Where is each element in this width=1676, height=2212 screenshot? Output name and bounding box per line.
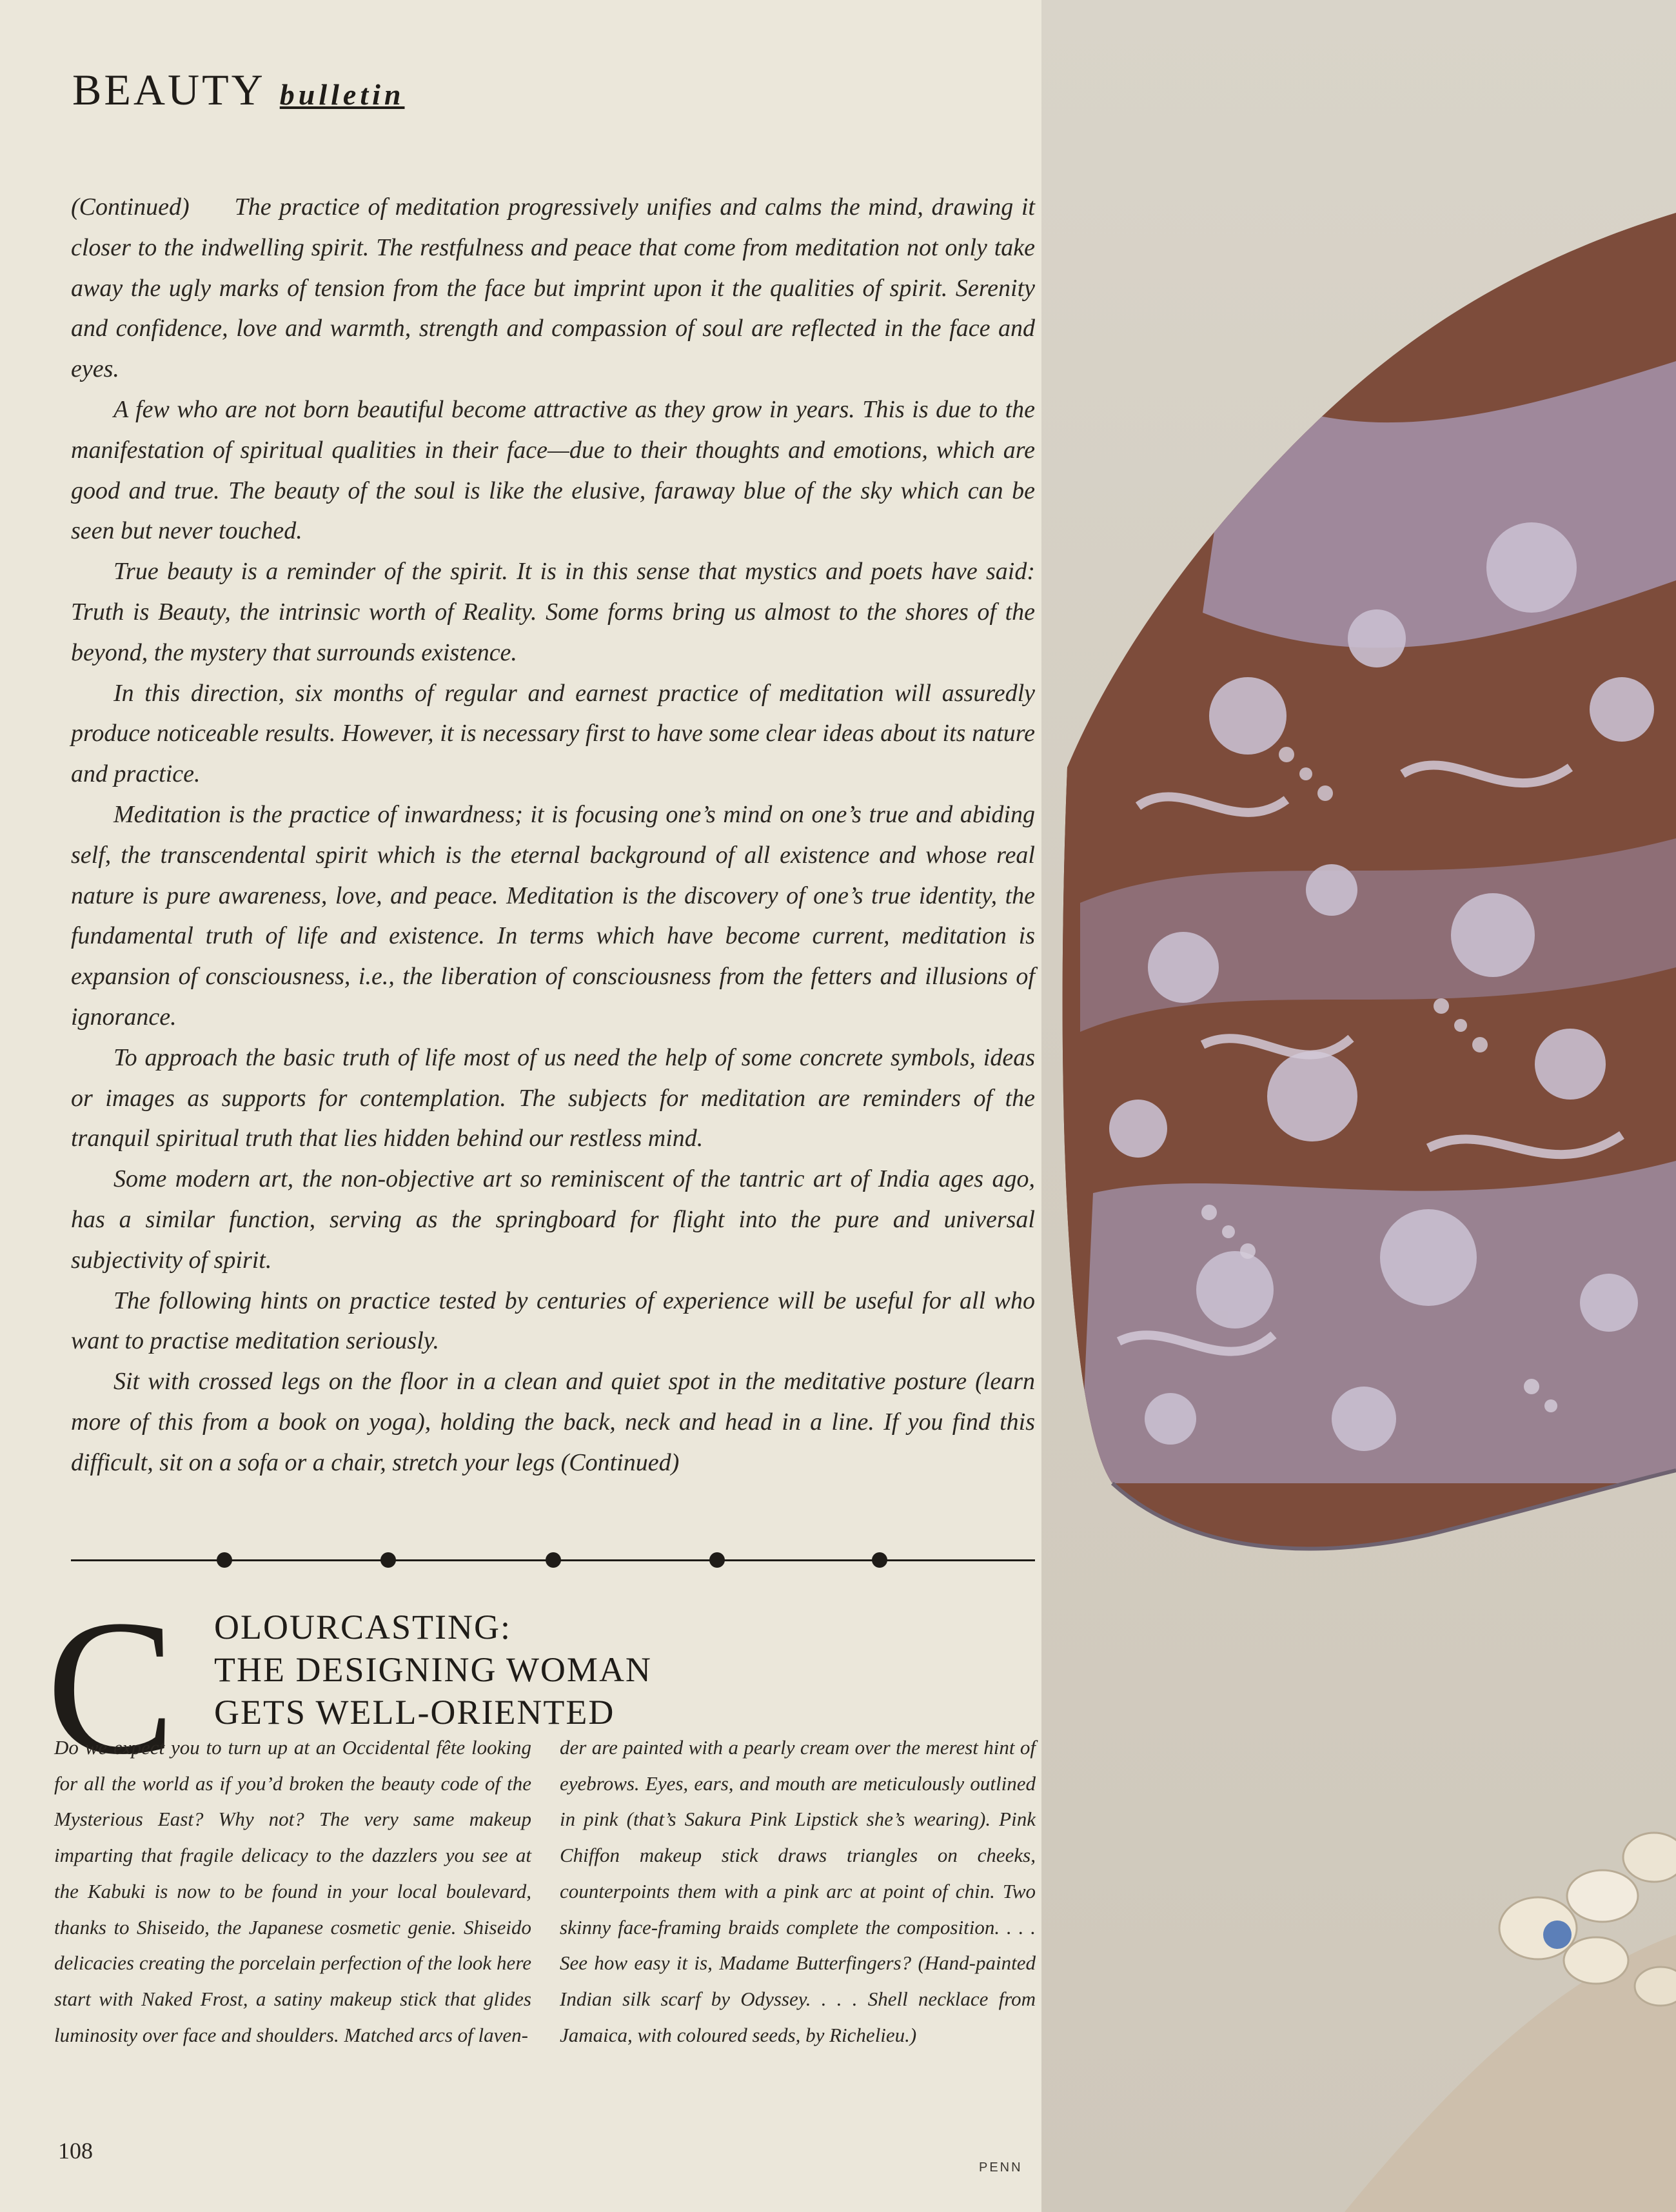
divider-dot — [217, 1552, 232, 1568]
headline-line: THE DESIGNING WOMAN — [214, 1650, 652, 1689]
scarf-photo — [1041, 0, 1676, 2212]
shell-necklace — [1499, 1833, 1676, 2006]
meditation-article — [71, 187, 1035, 1483]
headline-line: GETS WELL-ORIENTED — [214, 1693, 615, 1732]
section-subtitle: bulletin — [279, 78, 405, 111]
article-paragraph: A few who are not born beautiful become attractive as they grow in years. This is due to the manifestation of spiritual qualities in their face—due to their thoughts and emotions, which are good and true. The beauty of the soul is like the elusive, faraway blue of the sky which can be seen but never touched. — [71, 395, 1035, 545]
article-paragraph: Meditation is the practice of inwardness; it is focusing one’s mind on one’s true and abiding self, the transcendental spirit which is the eternal background of all existence and whose real nature is pure awareness, love, and peace. Meditation is the discovery of one’s true identity, the fundamental truth of life and existence. In terms which have become current, meditation is expansion of consciousness, i.e., the liberation of consciousness from the fetters and illusions of ignorance. — [71, 800, 1035, 1031]
feature-column-right — [560, 1730, 1036, 2053]
headline-line: OLOURCASTING: — [214, 1608, 512, 1646]
photo-panel — [1041, 0, 1676, 2212]
feature-column-left — [54, 1730, 531, 2053]
feature-text: Do we expect you to turn up at an Occidental fête looking for all the world as if you’d broken the beauty code of the Mysterious East? Why not? The very same makeup imparting that fragile delicacy to the dazzlers you see at the Kabuki is now to be found in your local boulevard, thanks to Shiseido, the Japanese cosmetic genie. Shiseido delicacies creating the porcelain perfection of the look here start with Naked Frost, a satiny makeup stick that glides luminosity over face and shoulders. Matched arcs of laven- — [54, 1736, 531, 2046]
article-paragraph: Sit with crossed legs on the floor in a clean and quiet spot in the meditative posture (learn more of this from a book on yoga), holding the back, neck and head in a line. If you find this difficult, sit on a sofa or a chair, stretch your legs (Continued) — [71, 1368, 1035, 1476]
article-paragraph: In this direction, six months of regular and earnest practice of meditation will assuredly produce noticeable results. However, it is necessary first to have some clear ideas about its nature and practice. — [71, 679, 1035, 788]
article-paragraph: (Continued) The practice of meditation progressively unifies and calms the mind, drawing it closer to the indwelling spirit. The restfulness and peace that come from meditation not only take away the ugly marks of tension from the face but imprint upon it the qualities of spirit. Serenity and confidence, love and warmth, strength and compassion of soul are reflected in the face and eyes. — [71, 193, 1035, 383]
divider-dot — [380, 1552, 396, 1568]
photo-credit: PENN — [979, 2160, 1023, 2175]
article-paragraph: The following hints on practice tested by centuries of experience will be useful for all who want to practise meditation seriously. — [71, 1287, 1035, 1355]
section-header — [72, 64, 404, 115]
feature-headline — [214, 1606, 652, 1733]
page-number: 108 — [58, 2138, 93, 2164]
article-paragraph: True beauty is a reminder of the spirit. It is in this sense that mystics and poets have said: Truth is Beauty, the intrinsic worth of Reality. Some forms bring us almost to the shores of the beyond, the mystery that surrounds existence. — [71, 558, 1035, 666]
divider-dot — [872, 1552, 887, 1568]
section-title: BEAUTY — [72, 65, 266, 114]
feature-text: der are painted with a pearly cream over the merest hint of eyebrows. Eyes, ears, and mouth are meticulously outlined in pink (that’s Sakura Pink Lipstick she’s wearing). Pink Chiffon makeup stick draws triangles on cheeks, counterpoints them with a pink arc at point of chin. Two skinny face-framing braids complete the composition. . . . See how easy it is, Madame Butterfingers? (Hand-painted Indian silk scarf by Odyssey. . . . Shell necklace from Jamaica, with coloured seeds, by Richelieu.) — [560, 1736, 1036, 2046]
continued-label: (Continued) — [71, 193, 190, 221]
divider-dot — [546, 1552, 561, 1568]
drop-cap: C — [46, 1580, 176, 1794]
divider-dot — [709, 1552, 725, 1568]
article-paragraph: Some modern art, the non-objective art so reminiscent of the tantric art of India ages ago, has a similar function, serving as the springboard for flight into the pure and universal subjectivity of spirit. — [71, 1165, 1035, 1274]
article-paragraph: To approach the basic truth of life most of us need the help of some concrete symbols, ideas or images as supports for contemplation. The subjects for meditation are reminders of the tranquil spiritual truth that lies hidden behind our restless mind. — [71, 1043, 1035, 1152]
